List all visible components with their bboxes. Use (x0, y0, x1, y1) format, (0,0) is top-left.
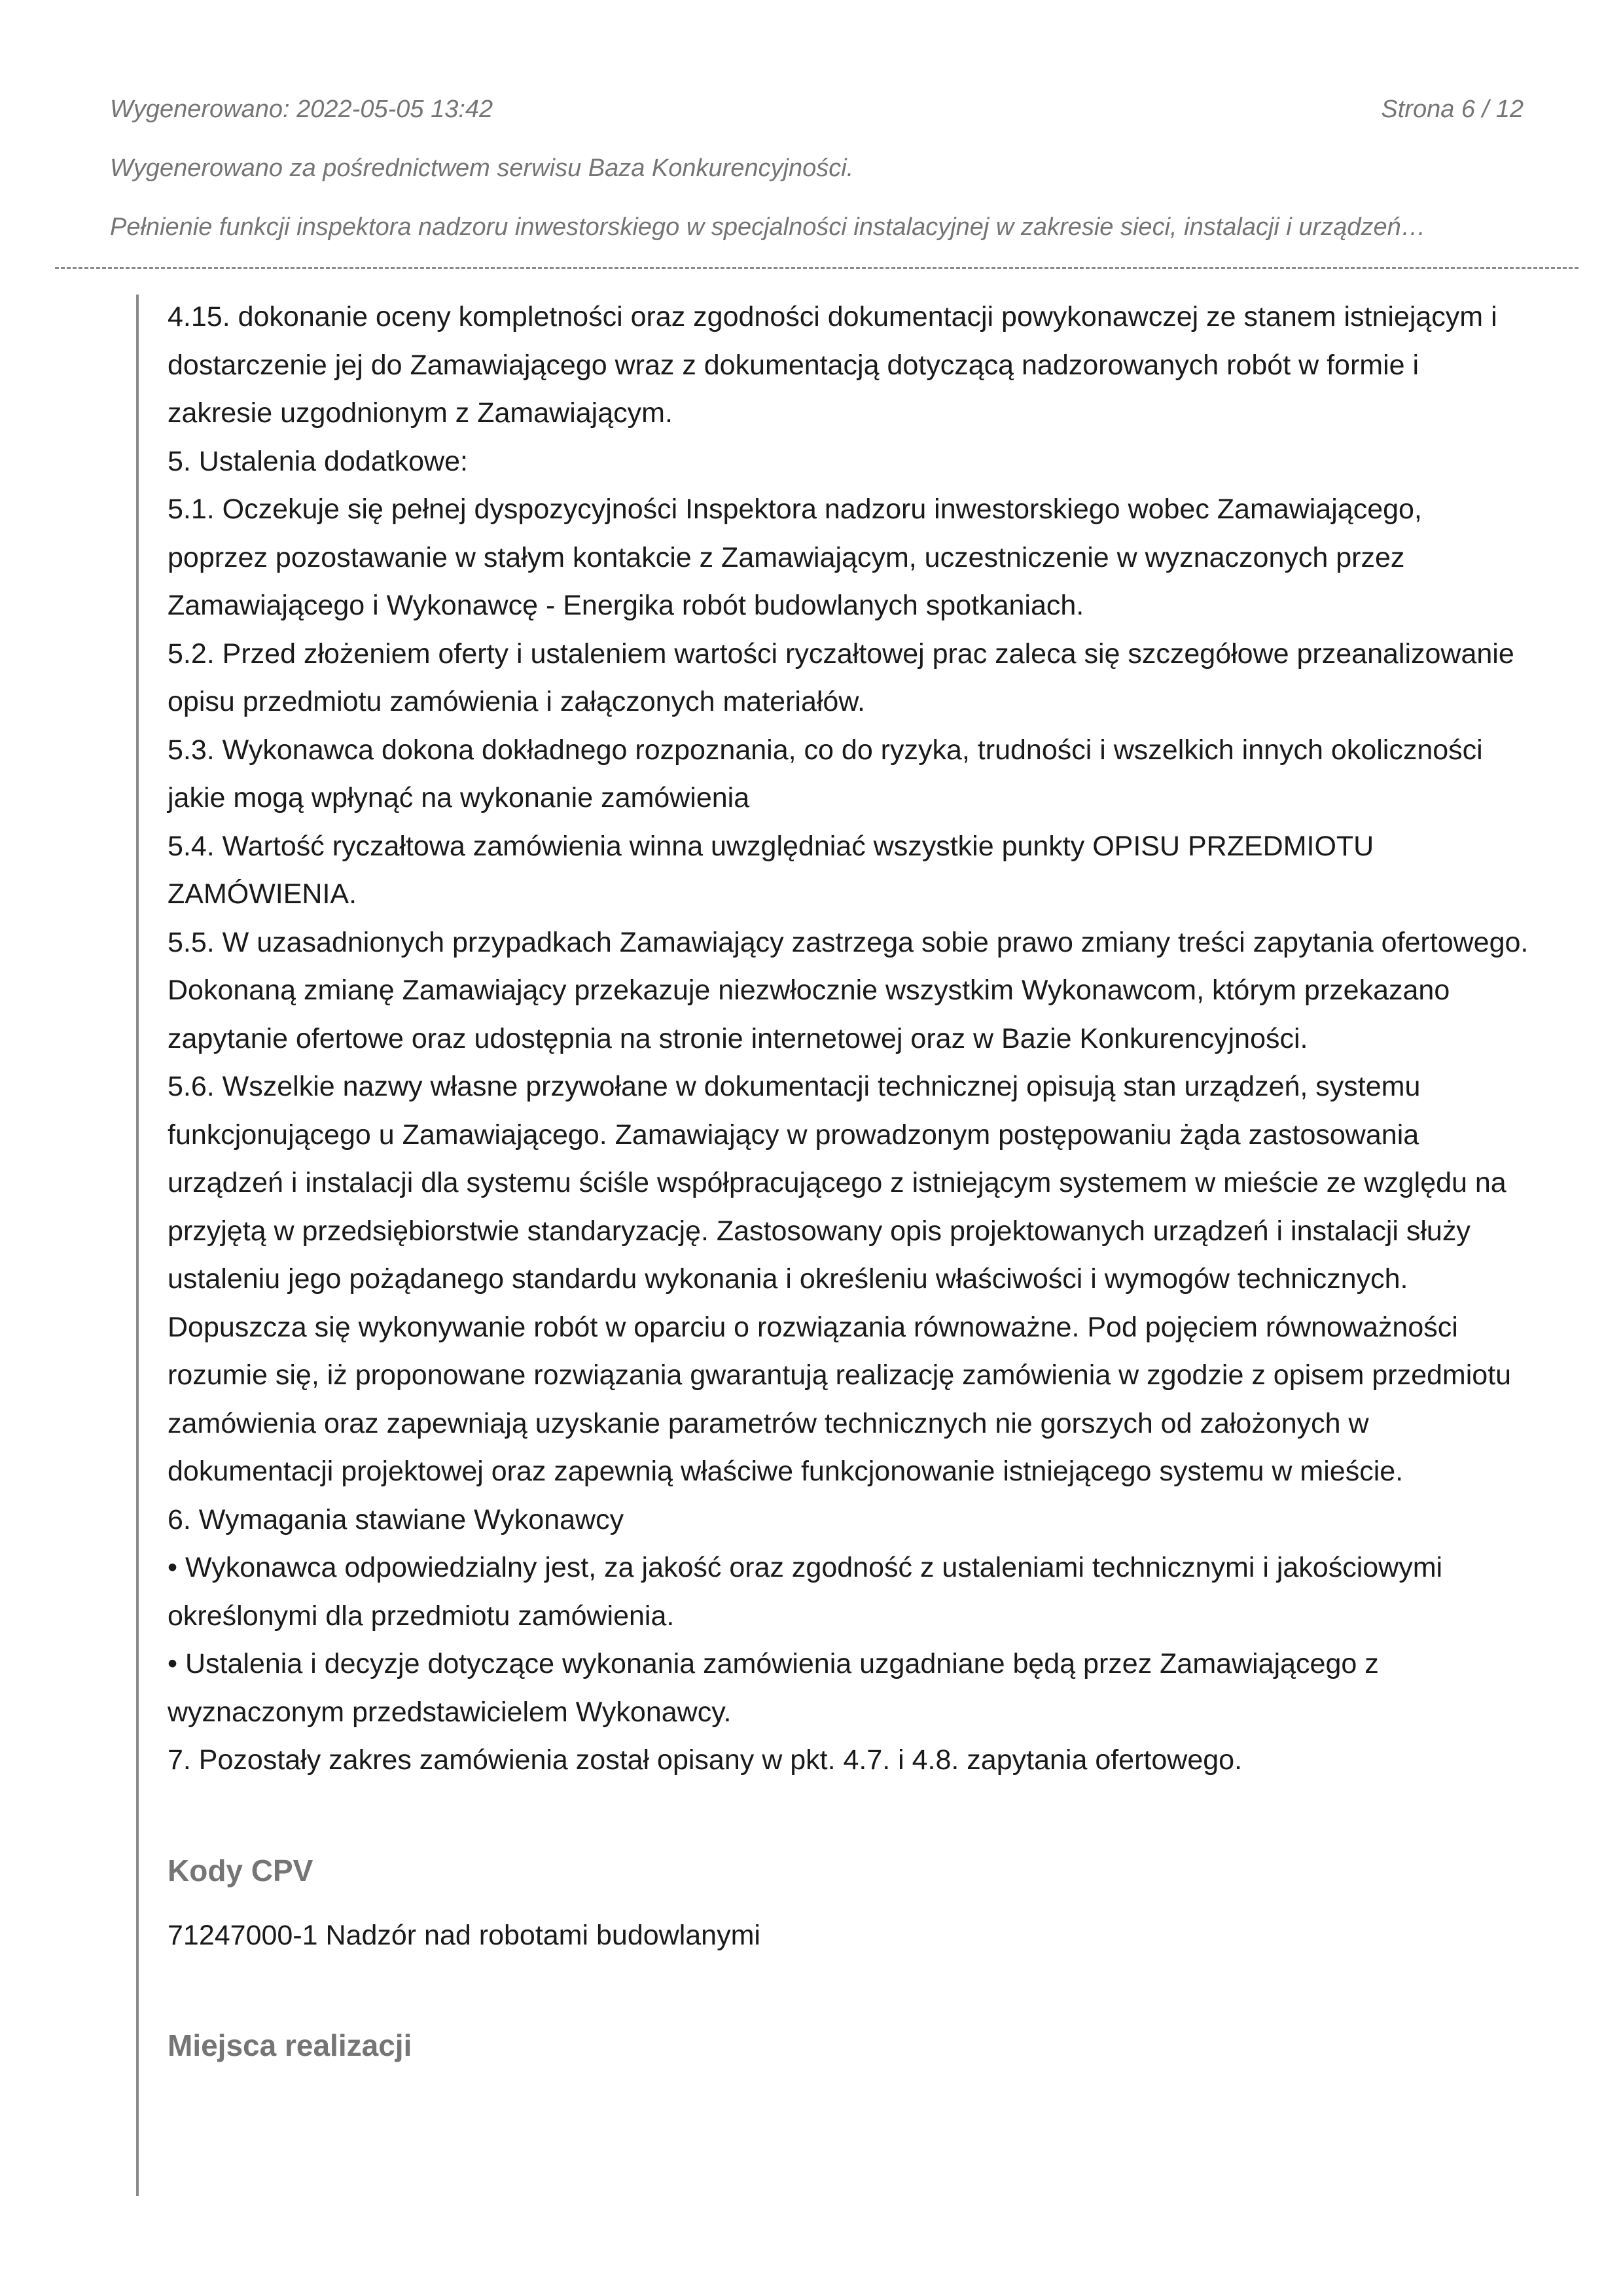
document-title: Pełnienie funkcji inspektora nadzoru inwestorskiego w specjalności instalacyjnej w zakresie sieci, instalacji i urządzeń… (110, 213, 1426, 241)
page-number: Strona 6 / 12 (1381, 96, 1524, 123)
content-side-rule (136, 295, 139, 2196)
generated-timestamp: Wygenerowano: 2022-05-05 13:42 (110, 96, 493, 123)
paragraph-5-6: 5.6. Wszelkie nazwy własne przywołane w dokumentacji technicznej opisują stan urządzeń, systemu funkcjonującego u Zamawiającego. Zamawiający w prowadzonym postępowaniu żąda zastosowania urządzeń i instalacji dla systemu ściśle współpracującego z istniejącym systemem w mieście ze względu na przyjętą w przedsiębiorstwie standaryzację. Zastosowany opis projektowanych urządzeń i instalacji służy ustaleniu jego pożądanego standardu wykonania i określeniu właściwości i wymogów technicznych. Dopuszcza się wykonywanie robót w oparciu o rozwiązania równoważne. Pod pojęciem równoważności rozumie się, iż proponowane rozwiązania gwarantują realizację zamówienia w zgodzie z opisem przedmiotu zamówienia oraz zapewniają uzyskanie parametrów technicznych nie gorszych od założonych w dokumentacji projektowej oraz zapewnią właściwe funkcjonowanie istniejącego systemu w mieście. (168, 1071, 1512, 1487)
bullet-item-1: • Wykonawca odpowiedzialny jest, za jakość oraz zgodność z ustaleniami technicznymi i jakościowymi określonymi dla przedmiotu zamówienia. (168, 1552, 1443, 1632)
cpv-code: 71247000-1 Nadzór nad robotami budowlanymi (168, 1919, 760, 1951)
header-divider (55, 267, 1578, 269)
locations-heading: Miejsca realizacji (168, 2028, 412, 2062)
paragraph-4-15: 4.15. dokonanie oceny kompletności oraz zgodności dokumentacji powykonawczej ze stanem istniejącym i dostarczenie jej do Zamawiającego wraz z dokumentacją dotyczącą nadzorowanych robót w formie i zakresie uzgodnionym z Zamawiającym. (168, 301, 1497, 429)
paragraph-5-3: 5.3. Wykonawca dokona dokładnego rozpoznania, co do ryzyka, trudności i wszelkich innych okoliczności jakie mogą wpłynąć na wykonanie zamówienia (168, 734, 1483, 814)
paragraph-5: 5. Ustalenia dodatkowe: (168, 445, 468, 477)
paragraph-6: 6. Wymagania stawiane Wykonawcy (168, 1503, 624, 1535)
bullet-item-2: • Ustalenia i decyzje dotyczące wykonania zamówienia uzgadniane będą przez Zamawiającego z wyznaczonym przedstawicielem Wykonawcy. (168, 1648, 1379, 1728)
paragraph-7: 7. Pozostały zakres zamówienia został opisany w pkt. 4.7. i 4.8. zapytania ofertowego. (168, 1744, 1243, 1776)
paragraph-5-4: 5.4. Wartość ryczałtowa zamówienia winna uwzględniać wszystkie punkty OPISU PRZEDMIOTU ZAMÓWIENIA. (168, 830, 1374, 910)
paragraph-5-1: 5.1. Oczekuje się pełnej dyspozycyjności Inspektora nadzoru inwestorskiego wobec Zamawiającego, poprzez pozostawanie w stałym kontakcie z Zamawiającym, uczestniczenie w wyznaczonych przez Zamawiającego i Wykonawcę - Energika robót budowlanych spotkaniach. (168, 493, 1422, 621)
paragraph-5-5: 5.5. W uzasadnionych przypadkach Zamawiający zastrzega sobie prawo zmiany treści zapytania ofertowego. Dokonaną zmianę Zamawiający przekazuje niezwłocznie wszystkim Wykonawcom, którym przekazano zapytanie ofertowe oraz udostępnia na stronie internetowej oraz w Bazie Konkurencyjności. (168, 926, 1529, 1054)
service-note: Wygenerowano za pośrednictwem serwisu Baza Konkurencyjności. (110, 154, 854, 182)
cpv-heading: Kody CPV (168, 1853, 313, 1888)
paragraph-5-2: 5.2. Przed złożeniem oferty i ustaleniem wartości ryczałtowej prac zaleca się szczegółowe przeanalizowanie opisu przedmiotu zamówienia i załączonych materiałów. (168, 637, 1514, 717)
content-area (168, 293, 1529, 2063)
